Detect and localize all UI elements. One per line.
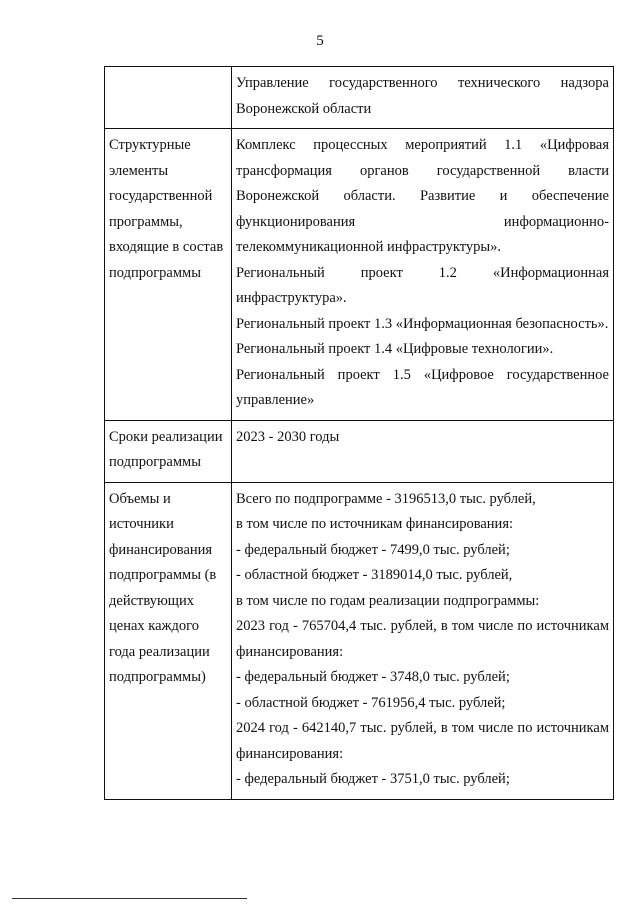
row-content bbox=[232, 129, 614, 421]
content-paragraph: в том числе по источникам финансирования: bbox=[236, 516, 514, 532]
table-row bbox=[105, 420, 614, 482]
content-paragraph: 2023 год - 765704,4 тыс. рублей, в том числе по источникам финансирования: bbox=[236, 618, 609, 660]
content-paragraph: Региональный проект 1.4 «Цифровые технологии». bbox=[236, 341, 554, 357]
content-paragraph: 2023 - 2030 годы bbox=[236, 428, 340, 445]
row-content bbox=[232, 67, 614, 129]
content-paragraph: Комплекс процессных мероприятий 1.1 «Цифровая трансформация органов государственной власти Воронежской области. Развитие и обеспечение функционирования информационно-телекоммуникационной инфраструктуры». bbox=[236, 137, 609, 255]
table-row bbox=[105, 67, 614, 129]
content-paragraph: 2024 год - 642140,7 тыс. рублей, в том числе по источникам финансирования: bbox=[236, 720, 609, 762]
row-label: Объемы и источники финансирования подпрограммы (в действующих ценах каждого года реализации подпрограммы) bbox=[105, 482, 232, 799]
content-paragraph: - областной бюджет - 3189014,0 тыс. рублей, bbox=[236, 567, 513, 583]
content-paragraph: Региональный проект 1.3 «Информационная безопасность». bbox=[236, 315, 609, 332]
row-label: Сроки реализации подпрограммы bbox=[105, 420, 232, 482]
content-paragraph: в том числе по годам реализации подпрограммы: bbox=[236, 592, 540, 609]
content-paragraph: - федеральный бюджет - 3748,0 тыс. рублей; bbox=[236, 669, 510, 685]
content-paragraph: - федеральный бюджет - 3751,0 тыс. рублей; bbox=[236, 771, 510, 787]
passport-table bbox=[104, 66, 614, 800]
table-row bbox=[105, 482, 614, 799]
row-content bbox=[232, 420, 614, 482]
content-paragraph: Всего по подпрограмме - 3196513,0 тыс. рублей, bbox=[236, 490, 536, 507]
row-content bbox=[232, 482, 614, 799]
row-label: Структурные элементы государственной программы, входящие в состав подпрограммы bbox=[105, 129, 232, 421]
content-paragraph: - областной бюджет - 761956,4 тыс. рублей; bbox=[236, 694, 506, 711]
table-row bbox=[105, 129, 614, 421]
content-paragraph: Управление государственного технического надзора Воронежской области bbox=[236, 75, 609, 117]
footer-divider bbox=[12, 898, 247, 899]
row-label bbox=[105, 67, 232, 129]
page-number: 5 bbox=[316, 33, 324, 49]
content-paragraph: Региональный проект 1.2 «Информационная инфраструктура». bbox=[236, 264, 609, 306]
content-paragraph: - федеральный бюджет - 7499,0 тыс. рублей; bbox=[236, 541, 510, 558]
content-paragraph: Региональный проект 1.5 «Цифровое государственное управление» bbox=[236, 366, 609, 408]
